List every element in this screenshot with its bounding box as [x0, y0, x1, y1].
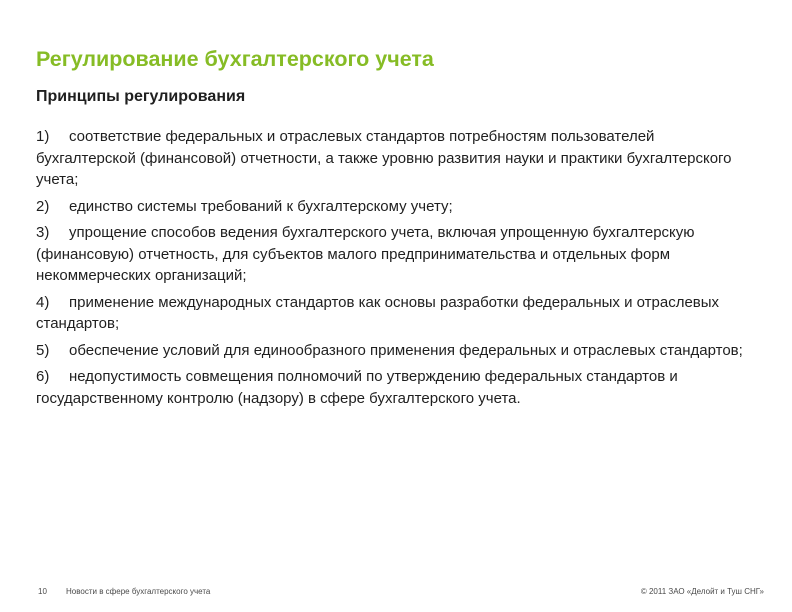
- principle-text: применение международных стандартов как основы разработки федеральных и отраслевых стандартов;: [36, 293, 720, 332]
- principle-number: 4): [36, 293, 50, 311]
- principle-number: 3): [36, 224, 50, 241]
- footer-page-number: 10: [38, 587, 47, 596]
- principle-text: упрощение способов ведения бухгалтерского учета, включая упрощенную бухгалтерскую (финансовую) отчетность, для субъектов малого предпринимательства и отдельных форм некоммерческих организаций;: [36, 224, 695, 284]
- principle-item-2: [36, 196, 756, 218]
- principle-item-6: [36, 366, 756, 409]
- slide-subtitle: Принципы регулирования: [36, 88, 246, 105]
- footer-document-title: Новости в сфере бухгалтерского учета: [66, 587, 211, 596]
- principle-item-1: [36, 126, 756, 191]
- principle-text: единство системы требований к бухгалтерскому учету;: [69, 197, 453, 215]
- principles-list: [36, 126, 756, 414]
- footer-copyright: © 2011 ЗАО «Делойт и Туш СНГ»: [640, 587, 764, 596]
- principle-number: 2): [36, 197, 50, 215]
- principle-number: 5): [36, 341, 50, 359]
- principle-item-3: [36, 222, 756, 287]
- principle-number: 6): [36, 368, 50, 385]
- principle-item-4: [36, 292, 756, 335]
- principle-item-5: [36, 340, 756, 362]
- principle-text: соответствие федеральных и отраслевых стандартов потребностям пользователей бухгалтерской (финансовой) отчетности, а также уровню развития науки и практики бухгалтерского учета;: [36, 128, 732, 188]
- principle-text: недопустимость совмещения полномочий по утверждению федеральных стандартов и государственному контролю (надзору) в сфере бухгалтерского учета.: [36, 368, 678, 407]
- slide-title: Регулирование бухгалтерского учета: [36, 47, 434, 71]
- principle-text: обеспечение условий для единообразного применения федеральных и отраслевых стандартов;: [69, 341, 743, 359]
- principle-number: 1): [36, 128, 50, 145]
